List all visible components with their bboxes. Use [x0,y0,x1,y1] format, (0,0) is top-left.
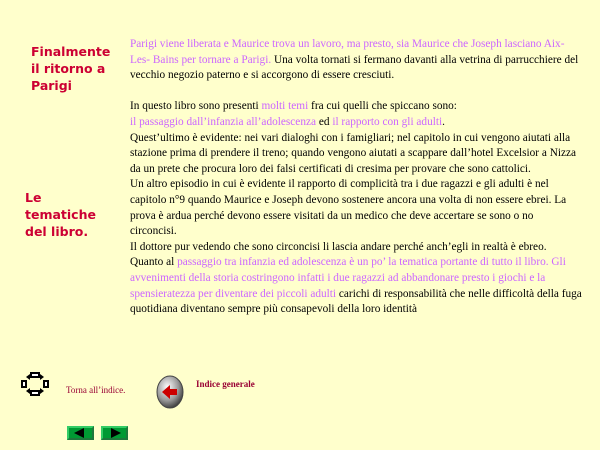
paragraph-themes-list: il passaggio dall’infanzia all’adolescenza ed il rapporto con gli adulti. [130,115,445,128]
compass-arrows-icon [20,371,50,397]
previous-page-button[interactable] [67,426,94,440]
highlighted-text: passaggio tra infanzia ed adolescenza è un po’ la tematica portante di tutto il libro. Gli avvenimenti della storia costringono infatti i due ragazzi ad abbandonare presto i giochi e la spensieratezza per diventare dei piccoli adulti [130,256,566,300]
back-arrow-icon [156,375,184,409]
navigation-icon[interactable] [20,371,50,397]
highlighted-text: il passaggio dall’infanzia all’adolescenza [130,115,317,128]
back-to-index-link[interactable]: Torna all’indice. [66,385,126,395]
paragraph-themes-intro: In questo libro sono presenti molti temi fra cui quelli che spiccano sono: [130,100,457,113]
next-page-button[interactable] [101,426,128,440]
paragraph-return: Parigi viene liberata e Maurice trova un lavoro, ma presto, sia Maurice che Joseph lasciano Aix- Les- Bains per tornare a Parigi. Una volta tornati si fermano davanti alla vetrina di parrucchiere del vecchio negozio paterno e si accorgono di essere cresciuti. [130,38,579,82]
back-button[interactable] [156,375,184,409]
paragraph-doctor: Il dottore pur vedendo che sono circoncisi li lascia andare perché anch’egli in realtà è ebreo. [130,240,547,253]
main-text [130,37,582,318]
paragraph-adolescence: Quanto al passaggio tra infanzia ed adolescenza è un po’ la tematica portante di tutto il libro. Gli avvenimenti della storia costringono infatti i due ragazzi ad abbandonare presto i giochi e la spensieratezza per diventare dei piccoli adulti carichi di responsabilità che nelle difficoltà della fuga quotidiana diventano sempre più consapevoli della loro identità [130,256,582,316]
paragraph-adults: Quest’ultimo è evidente: nei vari dialoghi con i famigliari; nel capitolo in cui vengono aiutati alla stazione prima di prendere il treno; quando vengono aiutati a scappare dall’hotel Excelsior a Nizza da un prete che procura loro dei falsi certificati di cresima per provare che sono cattolici. [130,131,577,175]
highlighted-text: il rapporto con gli adulti [332,115,443,128]
general-index-link[interactable]: Indice generale [196,379,255,389]
section-title-return: Finalmente il ritorno a Parigi [31,44,111,93]
highlighted-text: Parigi viene liberata e Maurice trova un lavoro, ma presto, sia Maurice che Joseph lasciano Aix- Les- Bains per tornare a Parigi. [130,38,565,66]
section-title-themes: Le tematiche del libro. [25,190,96,239]
left-arrow-icon [69,428,92,438]
highlighted-text: molti temi [261,100,309,113]
right-arrow-icon [103,428,126,438]
paragraph-chapter9: Un altro episodio in cui è evidente il rapporto di complicità tra i due ragazzi e gli adulti è nel capitolo n°9 quando Maurice e Joseph devono sostenere ancora una volta di non essere ebrei. La prova è ardua perché devono essere visitati da un medico che deve accertare se sono o no circoncisi. [130,178,567,238]
